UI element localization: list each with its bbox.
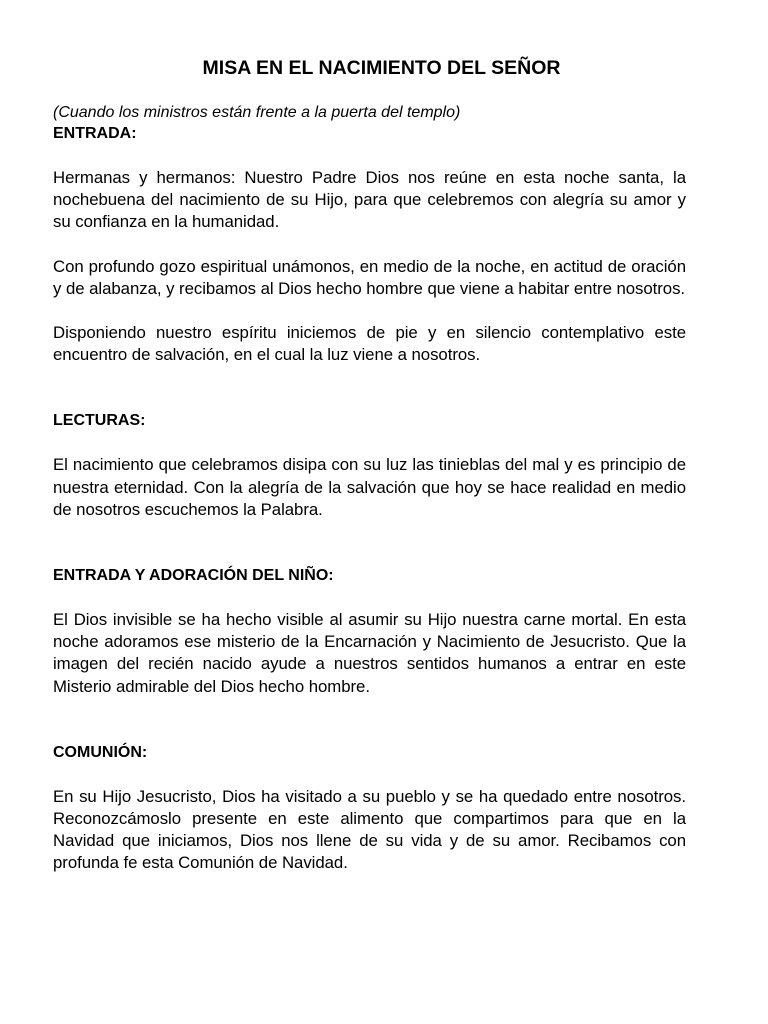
section-comunion: [53, 742, 686, 875]
section-adoracion: [53, 565, 686, 698]
document-title: MISA EN EL NACIMIENTO DEL SEÑOR: [202, 57, 561, 79]
section-heading-lecturas: LECTURAS:: [53, 412, 146, 430]
section-heading-comunion: COMUNIÓN:: [53, 743, 148, 761]
paragraph: Con profundo gozo espiritual unámonos, en medio de la noche, en actitud de oración y de alabanza, y recibamos al Dios hecho hombre que viene a habitar entre nosotros.: [53, 256, 686, 298]
section-lecturas: [53, 410, 686, 521]
paragraph: En su Hijo Jesucristo, Dios ha visitado a su pueblo y se ha quedado entre nosotros. Reconozcámoslo presente en este alimento que compartimos para que en la Navidad que iniciamos, Dios nos llene de su vida y de su amor. Recibamos con profunda fe esta Comunión de Navidad.: [53, 786, 686, 873]
section-heading-entrada: ENTRADA:: [53, 125, 137, 142]
paragraph: Hermanas y hermanos: Nuestro Padre Dios nos reúne en esta noche santa, la nochebuena del nacimiento de su Hijo, para que celebremos con alegría su amor y su confianza en la humanidad.: [53, 168, 686, 232]
paragraph: El nacimiento que celebramos disipa con su luz las tinieblas del mal y es principio de nuestra eternidad. Con la alegría de la salvación que hoy se hace realidad en medio de nosotros escuchemos la Palabra.: [53, 455, 686, 519]
section-entrada: [53, 123, 686, 366]
rubric-note: (Cuando los ministros están frente a la puerta del templo): [53, 104, 461, 121]
section-heading-adoracion: ENTRADA Y ADORACIÓN DEL NIÑO:: [53, 567, 334, 585]
paragraph: Disponiendo nuestro espíritu iniciemos de pie y en silencio contemplativo este encuentro de salvación, en el cual la luz viene a nosotros.: [53, 323, 686, 365]
paragraph: El Dios invisible se ha hecho visible al asumir su Hijo nuestra carne mortal. En esta noche adoramos ese misterio de la Encarnación y Nacimiento de Jesucristo. Que la imagen del recién nacido ayude a nuestros sentidos humanos a entrar en este Misterio admirable del Dios hecho hombre.: [53, 610, 686, 696]
